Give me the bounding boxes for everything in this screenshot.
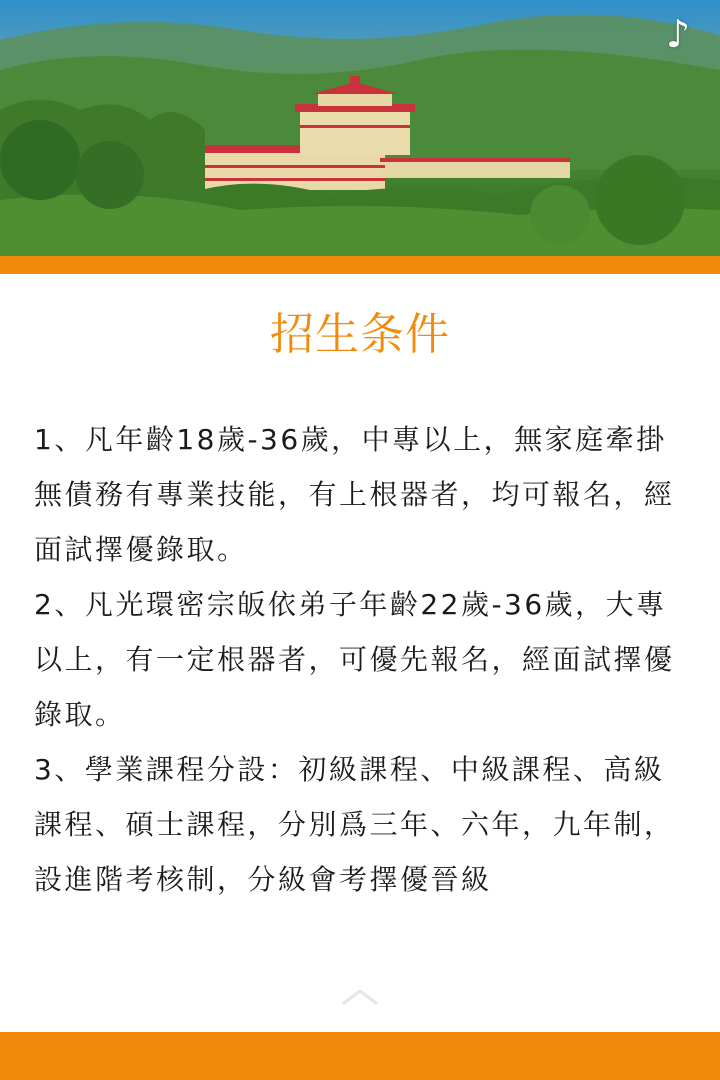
hero-image [0,0,720,256]
hero-banner [0,0,720,256]
music-note-icon[interactable]: ♪ [665,12,691,56]
requirement-paragraph-3: 3、學業課程分設：初級課程、中級課程、高級課程、碩士課程，分別爲三年、六年，九年制，設進階考核制，分級會考擇優晉級 [34,753,675,896]
chevron-up-icon[interactable] [340,986,380,1006]
header-divider [0,256,720,274]
footer-bar [0,1032,720,1080]
admission-requirements [34,412,688,907]
requirement-paragraph-2: 2、凡光環密宗皈依弟子年齡22歲-36歲，大專以上，有一定根器者，可優先報名，經面試擇優錄取。 [34,588,675,731]
requirement-paragraph-1: 1、凡年齡18歲-36歲，中專以上，無家庭牽掛無債務有專業技能，有上根器者，均可報名，經面試擇優錄取。 [34,423,675,566]
page-title: 招生条件 [270,309,450,360]
